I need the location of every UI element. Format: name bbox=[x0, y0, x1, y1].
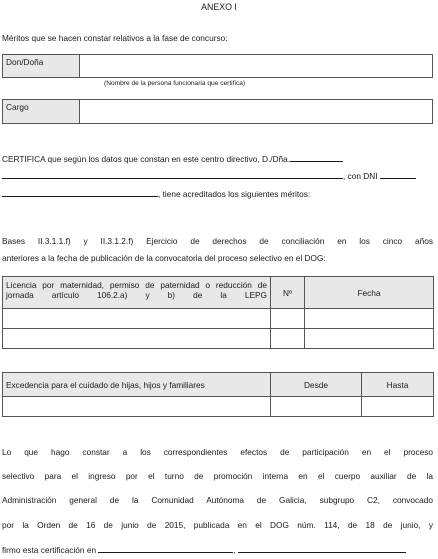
certifica-text: CERTIFICA que según los datos que constan en este centro directivo, D./Dña. bbox=[2, 154, 291, 164]
meritos-text: , tiene acreditados los siguientes méritos: bbox=[158, 189, 311, 199]
cargo-field[interactable] bbox=[2, 99, 433, 124]
table-cell[interactable] bbox=[362, 397, 434, 417]
table-cell[interactable] bbox=[305, 329, 434, 349]
annex-title: ANEXO I bbox=[201, 2, 237, 12]
table1-header-fecha: Fecha bbox=[305, 277, 434, 309]
certifica-line-1 bbox=[2, 153, 343, 164]
closing-line-3: Administración general de la Comunidad Autónoma de Galicia, subgrupo C2, convocado bbox=[2, 495, 433, 505]
table1-header-licencia: Licencia por maternidad, permiso de paternidad o reducción de jornada artículo 106.2.a) y b) de la LEPG bbox=[3, 277, 271, 309]
comma-text: , bbox=[233, 545, 236, 555]
table1-header-numero: Nº bbox=[271, 277, 305, 309]
table-cell[interactable] bbox=[305, 309, 434, 329]
table-cell[interactable] bbox=[271, 309, 305, 329]
table-row bbox=[3, 329, 434, 349]
table-cell[interactable] bbox=[3, 397, 271, 417]
name-blank[interactable] bbox=[290, 153, 343, 162]
name-continuation-blank[interactable] bbox=[2, 170, 343, 179]
table-row bbox=[3, 309, 434, 329]
table2-header-desde: Desde bbox=[271, 373, 362, 397]
con-dni-text: , con DNI bbox=[343, 171, 378, 181]
table-cell[interactable] bbox=[3, 309, 271, 329]
don-dona-label: Don/Doña bbox=[3, 55, 80, 77]
firmo-text: firmo esta certificación en bbox=[2, 545, 97, 555]
certifica-line-3 bbox=[2, 188, 310, 199]
cargo-label: Cargo bbox=[3, 100, 80, 123]
closing-line-4: por la Orden de 16 de junio de 2015, publicada en el DOG núm. 114, de 18 de junio, y bbox=[2, 520, 433, 530]
dni-continuation-blank[interactable] bbox=[2, 188, 158, 197]
place-blank[interactable] bbox=[98, 544, 236, 555]
table-row bbox=[3, 397, 434, 417]
dni-blank[interactable] bbox=[380, 170, 416, 179]
table2-header-excedencia: Excedencia para el cuidado de hijas, hijos y familiares bbox=[3, 373, 271, 397]
don-dona-field[interactable] bbox=[2, 54, 433, 78]
closing-line-5 bbox=[2, 544, 406, 555]
table-cell[interactable] bbox=[271, 329, 305, 349]
maternity-leave-table bbox=[2, 276, 434, 349]
intro-text: Méritos que se hacen constar relativos a la fase de concurso: bbox=[2, 33, 228, 43]
closing-line-1: Lo que hago constar a los correspondientes efectos de participación en el proceso bbox=[2, 447, 433, 457]
date-blank[interactable] bbox=[238, 544, 406, 553]
bases-line-2: anteriores a la fecha de publicación de la convocatoria del proceso selectivo en el DOG: bbox=[2, 253, 326, 263]
don-dona-input[interactable] bbox=[80, 55, 432, 77]
certifica-line-2 bbox=[2, 170, 416, 181]
cargo-input[interactable] bbox=[80, 100, 432, 123]
table-cell[interactable] bbox=[271, 397, 362, 417]
closing-line-2: selectivo para el ingreso por el turno de promoción interna en el cuerpo auxiliar de la bbox=[2, 471, 433, 481]
excedencia-table bbox=[2, 372, 434, 417]
bases-line-1: Bases II.3.1.1.f) y II.3.1.2.f) Ejercicio de derechos de conciliación en los cinco años bbox=[2, 236, 433, 246]
table2-header-hasta: Hasta bbox=[362, 373, 434, 397]
table-cell[interactable] bbox=[3, 329, 271, 349]
don-dona-note: (Nombre de la persona funcionaria que certifica) bbox=[104, 80, 246, 87]
